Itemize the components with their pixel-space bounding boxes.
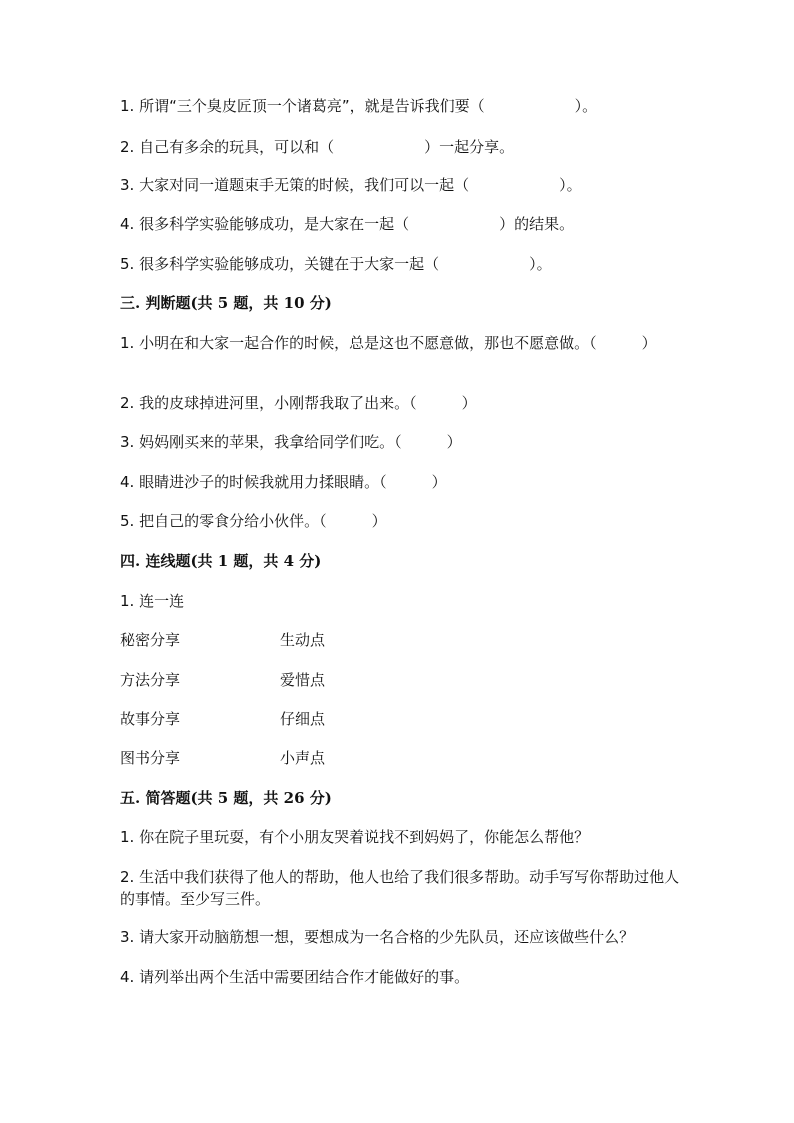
judge-question-5: 5. 把自己的零食分给小伙伴。（ ）	[120, 512, 387, 530]
fill-blank-question-3: 3. 大家对同一道题束手无策的时候，我们可以一起（ ）。	[120, 176, 582, 194]
match-right-item: 仔细点	[280, 710, 326, 728]
judge-question-3: 3. 妈妈刚买来的苹果，我拿给同学们吃。（ ）	[120, 433, 462, 451]
section-4-title: 四. 连线题(共 1 题，共 4 分)	[120, 552, 322, 570]
matching-question: 1. 连一连	[120, 592, 185, 610]
match-right-item: 爱惜点	[280, 671, 326, 689]
match-left-item: 故事分享	[120, 710, 181, 728]
short-answer-question-2: 2. 生活中我们获得了他人的帮助，他人也给了我们很多帮助。动手写写你帮助过他人的事情。至少写三件。	[120, 868, 680, 908]
fill-blank-question-2: 2. 自己有多余的玩具，可以和（ ）一起分享。	[120, 138, 515, 156]
judge-question-1: 1. 小明在和大家一起合作的时候，总是这也不愿意做，那也不愿意做。（ ）	[120, 334, 657, 352]
match-left-item: 秘密分享	[120, 631, 181, 649]
fill-blank-question-4: 4. 很多科学实验能够成功，是大家在一起（ ）的结果。	[120, 215, 575, 233]
short-answer-question-4: 4. 请列举出两个生活中需要团结合作才能做好的事。	[120, 968, 470, 986]
short-answer-question-3: 3. 请大家开动脑筋想一想，要想成为一名合格的少先队员，还应该做些什么？	[120, 928, 635, 946]
fill-blank-question-5: 5. 很多科学实验能够成功，关键在于大家一起（ ）。	[120, 255, 552, 273]
match-left-item: 方法分享	[120, 671, 181, 689]
section-3-title: 三. 判断题(共 5 题，共 10 分)	[120, 294, 332, 312]
short-answer-question-1: 1. 你在院子里玩耍，有个小朋友哭着说找不到妈妈了，你能怎么帮他？	[120, 828, 590, 846]
section-5-title: 五. 简答题(共 5 题，共 26 分)	[120, 789, 332, 807]
judge-question-2: 2. 我的皮球掉进河里，小刚帮我取了出来。（ ）	[120, 394, 477, 412]
match-right-item: 生动点	[280, 631, 326, 649]
fill-blank-question-1: 1. 所谓“三个臭皮匠顶一个诸葛亮”，就是告诉我们要（ ）。	[120, 97, 598, 115]
judge-question-4: 4. 眼睛进沙子的时候我就用力揉眼睛。（ ）	[120, 473, 447, 491]
match-left-item: 图书分享	[120, 749, 181, 767]
match-right-item: 小声点	[280, 749, 326, 767]
